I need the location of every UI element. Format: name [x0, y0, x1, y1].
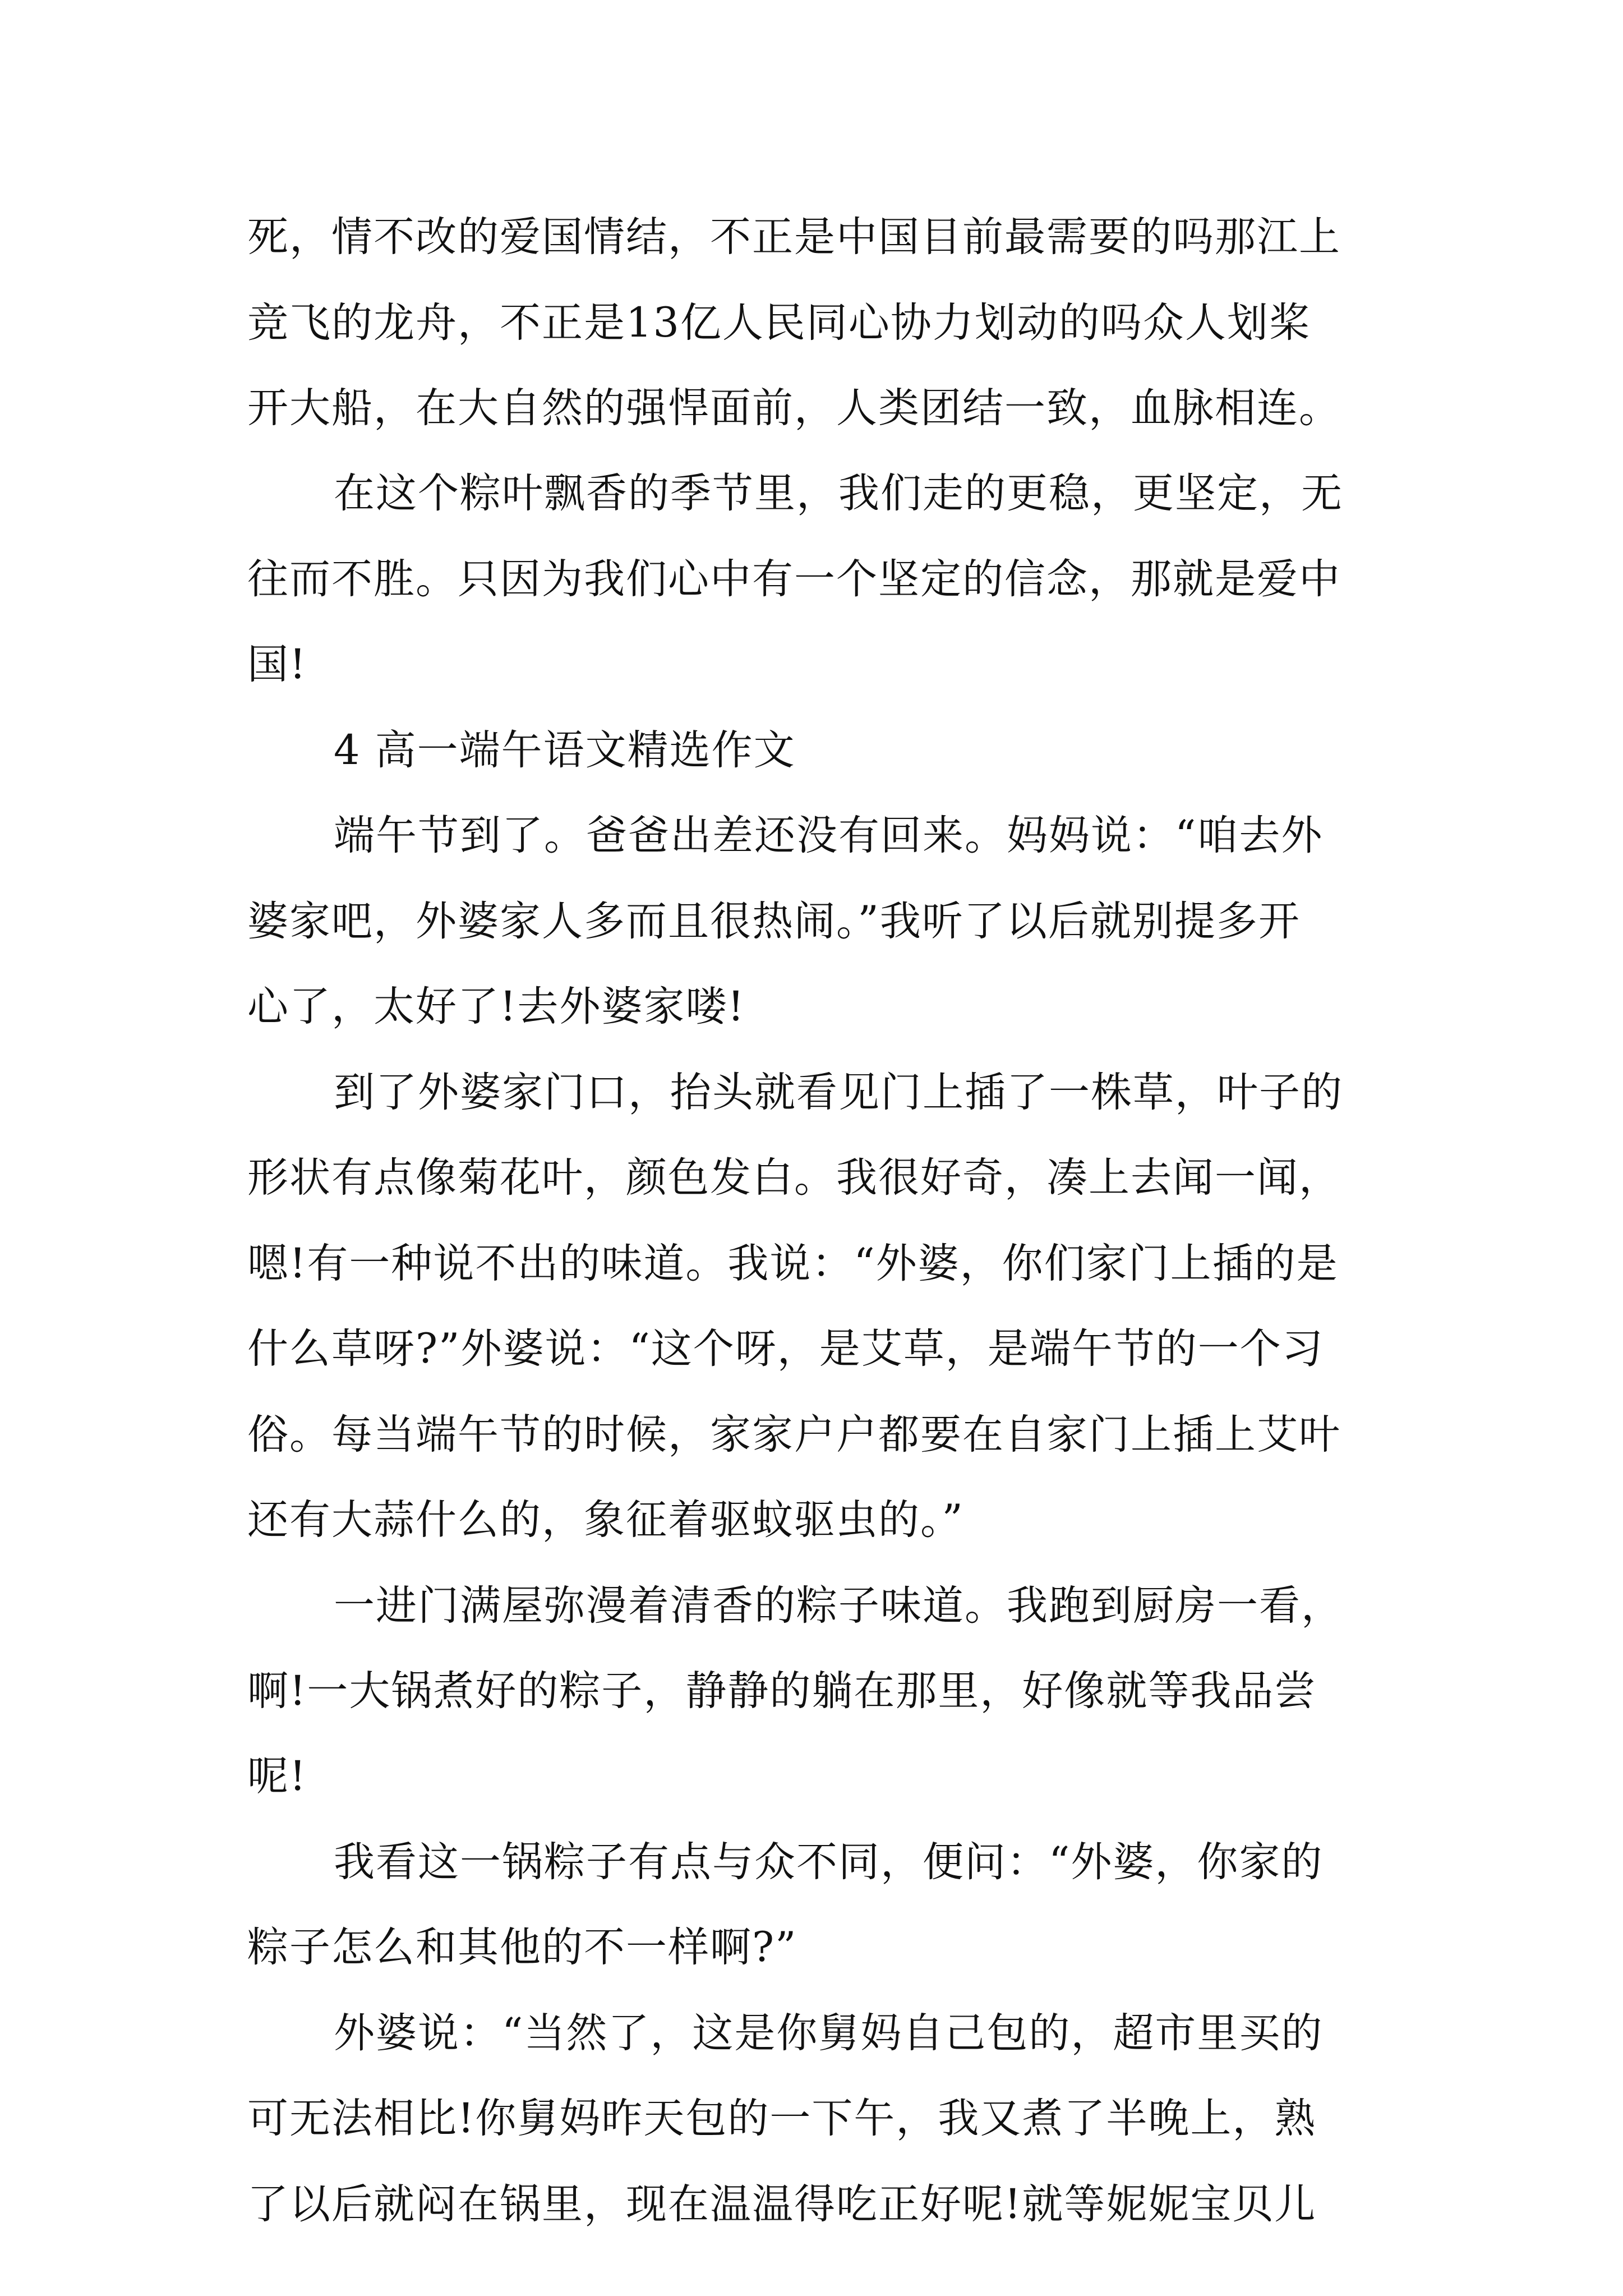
text-line: 俗。每当端午节的时候，家家户户都要在自家门上插上艾叶 — [247, 1411, 1341, 1458]
paragraph-first-line: 我看这一锅粽子有点与众不同，便问：“外婆，你家的 — [334, 1838, 1324, 1886]
paragraph-first-line: 外婆说：“当然了，这是你舅妈自己包的，超市里买的 — [334, 2009, 1324, 2057]
text-line: 还有大蒜什么的，象征着驱蚊驱虫的。” — [247, 1496, 964, 1544]
paragraph-first-line: 一进门满屋弥漫着清香的粽子味道。我跑到厨房一看， — [334, 1582, 1343, 1630]
text-line: 往而不胜。只因为我们心中有一个坚定的信念，那就是爱中 — [247, 555, 1341, 603]
text-line: 什么草呀?”外婆说：“这个呀，是艾草，是端午节的一个习 — [247, 1325, 1324, 1373]
text-line: 开大船，在大自然的强悍面前，人类团结一致，血脉相连。 — [247, 384, 1341, 432]
text-line: 婆家吧，外婆家人多而且很热闹。”我听了以后就别提多开 — [247, 898, 1301, 945]
text-line: 形状有点像菊花叶，颜色发白。我很好奇，凑上去闻一闻， — [247, 1154, 1341, 1202]
text-line: 啊!一大锅煮好的粽子，静静的躺在那里，好像就等我品尝 — [247, 1667, 1317, 1715]
text-line: 可无法相比!你舅妈昨天包的一下午，我又煮了半晚上，熟 — [247, 2095, 1317, 2142]
paragraph-first-line: 在这个粽叶飘香的季节里，我们走的更稳，更坚定，无 — [334, 470, 1343, 517]
section-heading: 4 高一端午语文精选作文 — [334, 726, 796, 774]
text-line: 呢! — [247, 1752, 307, 1800]
text-line: 竞飞的龙舟，不正是13亿人民同心协力划动的吗众人划桨 — [247, 299, 1311, 347]
paragraph-first-line: 端午节到了。爸爸出差还没有回来。妈妈说：“咱去外 — [334, 812, 1324, 859]
text-line: 嗯!有一种说不出的味道。我说：“外婆，你们家门上插的是 — [247, 1240, 1339, 1287]
text-line: 死，情不改的爱国情结，不正是中国目前最需要的吗那江上 — [247, 213, 1341, 261]
text-line: 粽子怎么和其他的不一样啊?” — [247, 1924, 797, 1971]
text-line: 国! — [247, 641, 307, 688]
paragraph-first-line: 到了外婆家门口，抬头就看见门上插了一株草，叶子的 — [334, 1069, 1343, 1116]
text-line: 心了，太好了!去外婆家喽! — [247, 983, 745, 1030]
text-line: 了以后就闷在锅里，现在温温得吃正好呢!就等妮妮宝贝儿 — [247, 2180, 1317, 2228]
